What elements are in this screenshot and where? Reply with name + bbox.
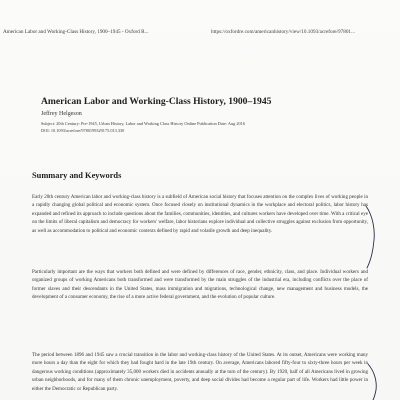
- section-heading: Summary and Keywords: [32, 171, 122, 180]
- print-header-title: American Labor and Working-Class History, 1900–1945 - Oxford R...: [3, 29, 149, 35]
- summary-paragraph-2: Particularly important are the ways that workers both defined and were defined by differences of race, gender, ethnicity, class, and place. Individual workers and organized groups of working Americans both transformed and were transformed by the main struggles of the industrial era, including conflicts over the place of former slaves and their descendants in the United States, mass immigration and migrations, technological change, new management and business models, the development of a consumer economy, the rise of a more active federal government, and the evolution of popular culture.: [32, 269, 368, 301]
- article-doi-line: DOI: 10.1093/acrefore/9780199329175.013.330: [41, 128, 125, 133]
- summary-paragraph-1: Early 20th century American labor and working-class history is a subfield of American social history that focuses attention on the complex lives of working people in a rapidly changing global political and economic system. Once focused closely on institutional dynamics in the workplace and electoral politics, labor history has expanded and refined its approach to include questions about the families, communities, identities, and cultures workers have developed over time. With a critical eye on the limits of liberal capitalism and democracy for workers' welfare, labor historians explore individual and collective struggles against exclusion from opportunity, as well as accommodation to political and economic contexts defined by rapid and volatile growth and deep inequality.: [32, 194, 368, 234]
- summary-paragraph-3: The period between 1896 and 1945 saw a crucial transition in the labor and working-class history of the United States. At its outset, Americans were working many more hours a day than the eight for which they had fought hard in the late 19th century. On average, Americans labored fifty-four to sixty-three hours per week in dangerous working conditions (approximately 35,000 workers died in accidents annually at the turn of the century). By 1920, half of all Americans lived in growing urban neighborhoods, and for many of them chronic unemployment, poverty, and deep social divides had become a regular part of life. Workers had little power in either the Democratic or Republican party.: [32, 352, 368, 392]
- article-title: American Labor and Working-Class History, 1900–1945: [41, 96, 272, 107]
- print-header: [3, 29, 397, 39]
- pen-bracket-mark: [366, 362, 380, 400]
- article-author: Jeffrey Helgeson: [41, 111, 82, 117]
- article-subject-line: Subject: 20th Century: Pre-1945, Urban History, Labor and Working Class History Online Publication Date: Aug 2016: [41, 121, 245, 126]
- print-header-url: https://oxfordre.com/americanhistory/view/10.1093/acrefore/97801...: [211, 29, 355, 35]
